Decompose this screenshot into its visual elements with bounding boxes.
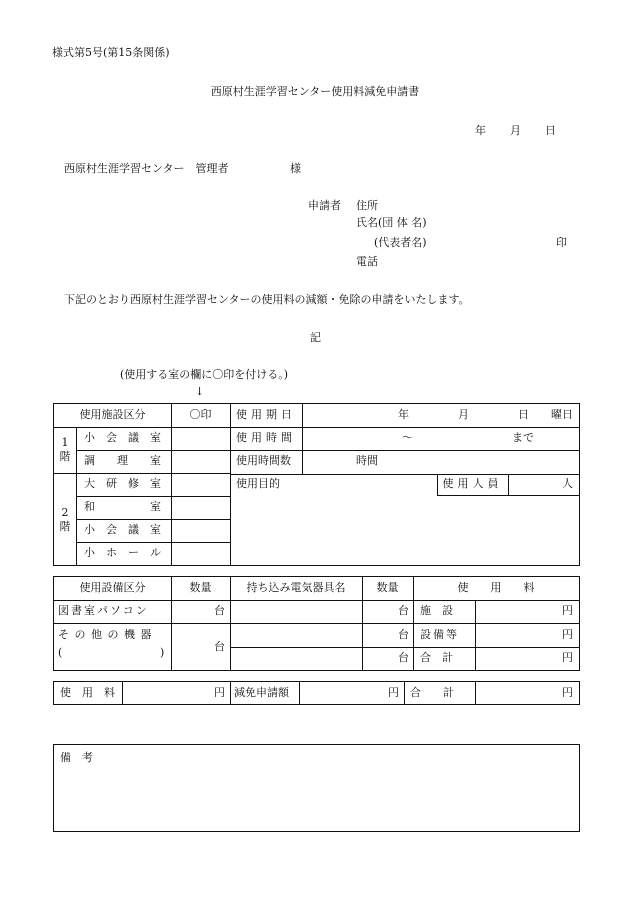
- col-fee-header: 使 用 料: [457, 581, 535, 594]
- appliance-unit-3: 台: [398, 651, 409, 664]
- people-unit: 人: [562, 477, 573, 490]
- equipment-table-line: [54, 623, 579, 624]
- period-year: 年: [398, 408, 409, 421]
- document-title: 西原村生涯学習センター使用料減免申請書: [210, 85, 420, 98]
- fee-yen-2: 円: [562, 628, 573, 641]
- honorific: 様: [290, 162, 301, 175]
- facility-table-line: [437, 495, 579, 496]
- col-equipment-header: 使用設備区分: [79, 581, 146, 594]
- pc-label: 図書室パソコン: [58, 604, 149, 617]
- col-mark-header: 〇印: [189, 408, 212, 421]
- appliance-unit-1: 台: [398, 604, 409, 617]
- remarks-box[interactable]: [53, 744, 580, 832]
- room-japanese: 和 室: [84, 500, 161, 513]
- statement: 下記のとおり西原村生涯学習センターの使用料の減額・免除の申請をいたします。: [64, 293, 470, 306]
- appliance-unit-2: 台: [398, 628, 409, 641]
- period-weekday: 曜日: [551, 408, 573, 421]
- col-facility-header: 使用施設区分: [79, 408, 146, 421]
- col-qty2-header: 数量: [376, 581, 399, 594]
- paren-close: ): [160, 646, 165, 659]
- facility-table-line: [230, 427, 579, 428]
- summary-reduction-yen: 円: [388, 686, 399, 699]
- summary-fee-label: 使 用 料: [60, 686, 115, 699]
- people-label: 使用人員: [442, 477, 503, 490]
- summary-total-label: 合 計: [410, 686, 454, 699]
- room-small-hall: 小 ホ ー ル: [84, 546, 161, 559]
- summary-table-line: [230, 682, 231, 705]
- summary-table: [53, 681, 580, 705]
- representative-label: (代表者名): [374, 236, 427, 249]
- pc-unit: 台: [214, 604, 225, 617]
- facility-table-line: [230, 474, 579, 475]
- other-equipment-label: そ の 他 の 機 器: [58, 628, 153, 641]
- facility-table-line: [54, 473, 230, 474]
- facility-table-line: [230, 450, 579, 451]
- summary-reduction-label: 減免申請額: [234, 686, 289, 699]
- room-small-meeting-2f: 小 会 議 室: [84, 523, 161, 536]
- fee-yen-3: 円: [562, 651, 573, 664]
- paren-open: (: [58, 646, 63, 659]
- col-appliance-header: 持ち込み電気器具名: [246, 581, 346, 594]
- facility-table-line: [508, 474, 509, 495]
- fee-row-total: 合 計: [420, 651, 453, 664]
- facility-table-line: [54, 427, 230, 428]
- equipment-table-line: [230, 647, 579, 648]
- purpose-label: 使用目的: [236, 477, 280, 490]
- room-note: (使用する室の欄に〇印を付ける。): [120, 368, 289, 381]
- fee-row-facility: 施 設: [420, 604, 453, 617]
- period-label: 使用期日: [236, 408, 296, 421]
- fee-row-equipment: 設備等: [420, 628, 459, 641]
- facility-table-line: [76, 519, 230, 520]
- other-unit: 台: [214, 640, 225, 653]
- seal-label: 印: [556, 236, 567, 249]
- floor1-label: 1 階: [59, 436, 71, 463]
- facility-table-line: [230, 404, 231, 566]
- hours-label: 使用時間数: [236, 454, 291, 467]
- fee-yen-1: 円: [562, 604, 573, 617]
- address-label: 住所: [356, 199, 378, 212]
- arrow-down-icon: ↓: [195, 385, 205, 398]
- period-day: 日: [518, 408, 529, 421]
- time-label: 使用時間: [236, 431, 296, 444]
- equipment-table-line: [475, 600, 476, 671]
- facility-table-line: [76, 450, 230, 451]
- facility-table-line: [76, 496, 230, 497]
- summary-fee-yen: 円: [214, 686, 225, 699]
- summary-table-line: [475, 682, 476, 705]
- date-month: 月: [510, 124, 521, 137]
- room-small-meeting-1f: 小 会 議 室: [84, 431, 161, 444]
- room-large-training: 大 研 修 室: [84, 477, 161, 490]
- applicant-label: 申請者: [308, 199, 341, 212]
- date-year: 年: [475, 124, 486, 137]
- facility-table-line: [302, 404, 303, 475]
- period-month: 月: [458, 408, 469, 421]
- phone-label: 電話: [356, 255, 378, 268]
- summary-total-yen: 円: [562, 686, 573, 699]
- facility-table-line: [76, 542, 230, 543]
- hours-unit: 時間: [356, 454, 378, 467]
- summary-table-line: [404, 682, 405, 705]
- date-day: 日: [545, 124, 556, 137]
- summary-table-line: [122, 682, 123, 705]
- time-until: まで: [512, 431, 534, 444]
- floor2-label: 2 階: [59, 506, 71, 533]
- col-qty-header: 数量: [189, 581, 212, 594]
- equipment-table-line: [54, 600, 579, 601]
- time-tilde: ～: [402, 431, 413, 444]
- name-label: 氏名(団 体 名): [356, 216, 427, 229]
- ki-label: 記: [310, 331, 321, 344]
- summary-table-line: [299, 682, 300, 705]
- remarks-label: 備 考: [60, 751, 93, 764]
- form-number: 様式第5号(第15条関係): [52, 46, 170, 59]
- room-cooking: 調 理 室: [84, 454, 161, 467]
- addressee: 西原村生涯学習センター 管理者: [64, 162, 229, 175]
